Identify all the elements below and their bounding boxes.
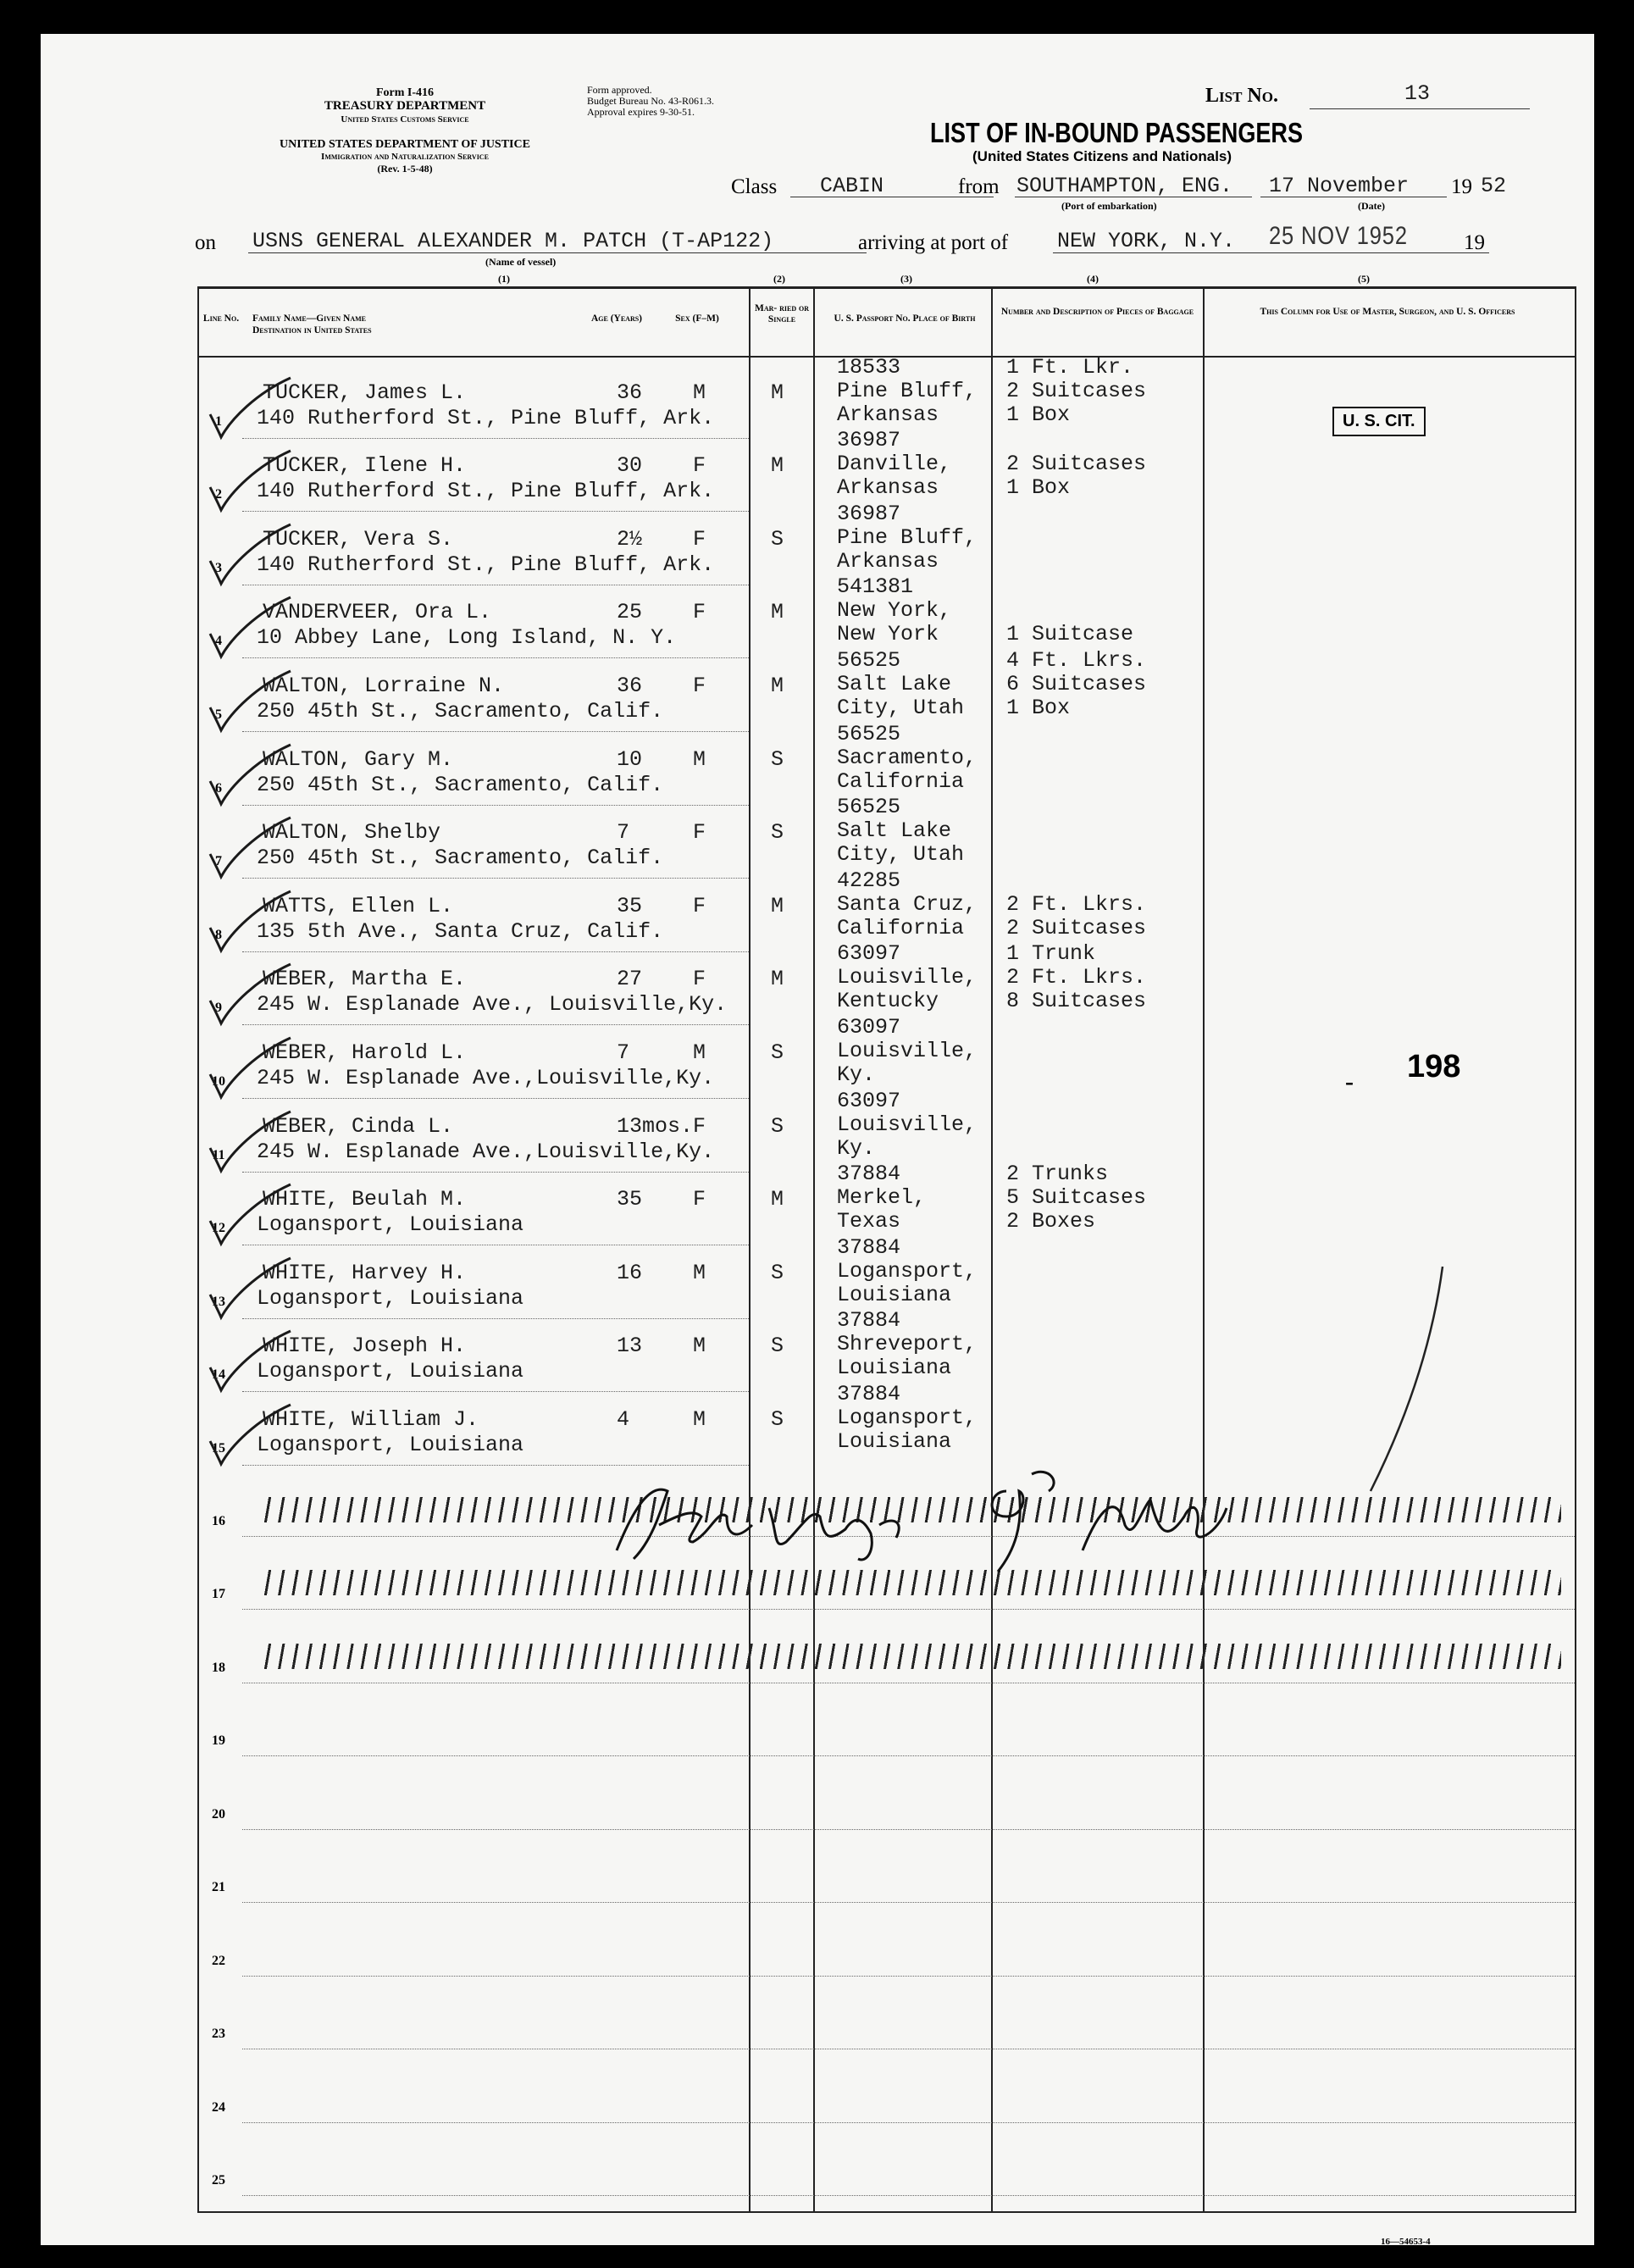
check-mark-icon <box>206 962 299 1030</box>
line-number: 6 <box>215 780 222 796</box>
birth-place-line: Kentucky <box>837 989 939 1014</box>
year-prefix: 19 <box>1451 175 1472 198</box>
passenger-sex: F <box>693 673 706 698</box>
header-age: Age (Years) <box>590 313 643 324</box>
birth-place-line: Texas <box>837 1209 901 1234</box>
passenger-address: 250 45th St., Sacramento, Calif. <box>257 698 664 724</box>
birth-place-line: Santa Cruz, <box>837 891 978 917</box>
line-number: 24 <box>212 2099 225 2115</box>
passport-number: 37884 <box>837 1382 901 1406</box>
passenger-age: 10 <box>617 746 643 772</box>
passenger-name: WHITE, Beulah M. <box>263 1187 467 1212</box>
empty-row <box>41 2126 1594 2199</box>
passenger-name: WALTON, Lorraine N. <box>263 673 505 698</box>
class-label: Class <box>731 175 778 198</box>
marital-status: M <box>771 967 784 992</box>
passenger-sex: M <box>693 1260 706 1285</box>
birth-place-line: New York, <box>837 598 952 624</box>
table-row <box>41 648 1594 733</box>
arrival-date-stamp: 25 NOV 1952 <box>1269 222 1408 250</box>
marital-status: S <box>771 1406 784 1432</box>
marital-status: S <box>771 1040 784 1065</box>
row-separator <box>242 1391 749 1392</box>
birth-place-line: Louisiana <box>837 1428 952 1454</box>
passport-number: 36987 <box>837 428 901 453</box>
table-row <box>41 795 1594 880</box>
ins-label: Immigration and Naturalization Service <box>321 152 489 162</box>
marital-status: S <box>771 1260 784 1285</box>
line-number: 25 <box>212 2173 225 2188</box>
customs-service: United States Customs Service <box>341 114 469 125</box>
check-mark-icon <box>206 669 299 737</box>
handwritten-stroke <box>1362 1262 1455 1500</box>
row-separator <box>242 1318 749 1319</box>
passenger-age: 13mos. <box>617 1113 694 1139</box>
passenger-name: VANDERVEER, Ora L. <box>263 600 492 625</box>
table-row <box>41 1162 1594 1247</box>
line-number: 1 <box>215 413 222 429</box>
birth-place-line: Sacramento, <box>837 745 978 770</box>
empty-row <box>41 1833 1594 1906</box>
passenger-age: 27 <box>617 967 643 992</box>
birth-place-line: Arkansas <box>837 548 939 574</box>
passenger-age: 7 <box>617 820 630 846</box>
passenger-name: WHITE, Joseph H. <box>263 1334 467 1359</box>
table-row <box>41 721 1594 807</box>
line-number: 2 <box>215 487 222 502</box>
line-number: 10 <box>212 1073 225 1089</box>
baggage-line: 4 Ft. Lkrs. <box>1006 648 1147 673</box>
line-number: 21 <box>212 1880 225 1894</box>
passenger-age: 4 <box>617 1406 630 1432</box>
passenger-address: 250 45th St., Sacramento, Calif. <box>257 772 664 797</box>
table-row <box>41 941 1594 1027</box>
check-mark-icon <box>206 1183 299 1250</box>
birth-place-line: Ky. <box>837 1062 876 1087</box>
row-separator <box>242 1829 1575 1830</box>
passport-number: 541381 <box>837 574 914 600</box>
passenger-sex: F <box>693 600 706 625</box>
passenger-sex: F <box>693 820 706 846</box>
passport-number: 42285 <box>837 868 901 893</box>
row-separator <box>242 1609 1575 1610</box>
passenger-name: WATTS, Ellen L. <box>263 893 454 918</box>
birth-place-line: Louisville, <box>837 1038 978 1063</box>
line-number: 5 <box>215 707 222 722</box>
passenger-age: 7 <box>617 1040 630 1065</box>
row-separator <box>242 511 749 512</box>
revision: (Rev. 1-5-48) <box>377 163 433 175</box>
passenger-sex: F <box>693 967 706 992</box>
line-number: 18 <box>212 1660 225 1675</box>
line-number: 14 <box>212 1367 225 1383</box>
passport-number: 37884 <box>837 1234 901 1260</box>
row-separator <box>242 951 749 952</box>
check-mark-icon <box>206 1110 299 1178</box>
passenger-address: 10 Abbey Lane, Long Island, N. Y. <box>257 625 677 651</box>
passenger-sex: M <box>693 1334 706 1359</box>
row-separator <box>242 805 749 806</box>
us-citizen-stamp: U. S. CIT. <box>1332 407 1426 436</box>
form-approval <box>587 85 714 118</box>
marital-status: M <box>771 1187 784 1212</box>
baggage-line: 1 Trunk <box>1006 941 1096 967</box>
passenger-address: 140 Rutherford St., Pine Bluff, Ark. <box>257 405 715 430</box>
table-row <box>41 868 1594 953</box>
column-number: (5) <box>1358 273 1370 285</box>
birth-place-line: Louisville, <box>837 1112 978 1137</box>
passport-number: 63097 <box>837 1088 901 1113</box>
passenger-sex: F <box>693 893 706 918</box>
line-number: 22 <box>212 1953 225 1968</box>
department-justice: UNITED STATES DEPARTMENT OF JUSTICE <box>280 138 530 151</box>
passenger-sex: M <box>693 746 706 772</box>
row-separator <box>242 1098 749 1099</box>
check-mark-icon <box>206 890 299 957</box>
passenger-name: TUCKER, Ilene H. <box>263 453 467 479</box>
row-separator <box>242 2195 1575 2196</box>
row-separator <box>242 438 749 439</box>
page-title: LIST OF IN-BOUND PASSENGERS <box>930 117 1304 148</box>
passenger-age: 30 <box>617 453 643 479</box>
passenger-name: TUCKER, James L. <box>263 380 467 405</box>
birth-place-line: Logansport, <box>837 1405 978 1430</box>
passport-number: 36987 <box>837 501 901 526</box>
passport-number: 63097 <box>837 941 901 967</box>
passenger-sex: F <box>693 1187 706 1212</box>
list-no-value: 13 <box>1404 81 1431 106</box>
baggage-line: 1 Box <box>1006 695 1071 720</box>
marital-status: S <box>771 1334 784 1359</box>
vessel-caption: (Name of vessel) <box>485 256 557 268</box>
table-row <box>41 1382 1594 1467</box>
line-number: 3 <box>215 560 222 575</box>
baggage-line: 5 Suitcases <box>1006 1185 1147 1211</box>
marital-status: S <box>771 526 784 552</box>
column-number: (2) <box>773 273 785 285</box>
passenger-name: WHITE, Harvey H. <box>263 1260 467 1285</box>
passport-number: 37884 <box>837 1308 901 1334</box>
port-embarkation: SOUTHAMPTON, ENG. <box>1016 174 1233 198</box>
hatched-line <box>261 1644 1561 1669</box>
check-mark-icon <box>206 816 299 884</box>
departure-year: 52 <box>1481 174 1507 198</box>
header-sex: Sex (F–M) <box>675 313 719 324</box>
row-separator <box>242 2122 1575 2123</box>
passenger-address: 140 Rutherford St., Pine Bluff, Ark. <box>257 479 715 504</box>
row-separator <box>242 878 749 879</box>
treasury-department: TREASURY DEPARTMENT <box>324 99 486 113</box>
birth-place-line: Logansport, <box>837 1258 978 1284</box>
passenger-name: TUCKER, Vera S. <box>263 526 454 552</box>
passenger-age: 13 <box>617 1334 643 1359</box>
column-number: (3) <box>900 273 912 285</box>
passenger-name: WALTON, Gary M. <box>263 746 454 772</box>
table-row <box>41 1234 1594 1320</box>
passenger-age: 25 <box>617 600 643 625</box>
header-married: Mar- ried or Single <box>755 303 809 324</box>
baggage-line: 2 Suitcases <box>1006 915 1147 940</box>
marital-status: M <box>771 673 784 698</box>
arrival-year-prefix: 19 <box>1464 231 1485 254</box>
birth-place-line: Louisiana <box>837 1356 952 1381</box>
table-row <box>41 1088 1594 1173</box>
empty-row <box>41 1612 1594 1686</box>
empty-row <box>41 2052 1594 2126</box>
passenger-address: Logansport, Louisiana <box>257 1359 524 1384</box>
from-label: from <box>958 175 1000 198</box>
column-number: (4) <box>1087 273 1099 285</box>
line-number: 19 <box>212 1733 225 1748</box>
birth-place-line: Pine Bluff, <box>837 378 978 403</box>
total-dash: - <box>1345 1067 1354 1095</box>
passport-number: 37884 <box>837 1162 901 1187</box>
passport-number: 18533 <box>837 354 901 380</box>
marital-status: M <box>771 380 784 405</box>
class-value: CABIN <box>820 174 884 198</box>
row-separator <box>242 1902 1575 1903</box>
birth-place-line: Ky. <box>837 1135 876 1161</box>
row-separator <box>242 1976 1575 1977</box>
baggage-line: 1 Ft. Lkr. <box>1006 354 1134 380</box>
header-line-no: Line No. <box>202 313 240 324</box>
passenger-name: WHITE, William J. <box>263 1406 479 1432</box>
birth-place-line: Arkansas <box>837 475 939 501</box>
birth-place-line: Shreveport, <box>837 1332 978 1357</box>
row-separator <box>242 731 749 732</box>
table-row <box>41 1015 1594 1100</box>
check-mark-icon <box>206 376 299 444</box>
birth-place-line: California <box>837 915 965 940</box>
baggage-line: 1 Box <box>1006 402 1071 427</box>
baggage-line: 1 Box <box>1006 475 1071 501</box>
baggage-line: 2 Trunks <box>1006 1162 1109 1187</box>
table-row <box>41 574 1594 660</box>
passport-number: 56525 <box>837 795 901 820</box>
row-separator <box>242 1024 749 1025</box>
marital-status: S <box>771 1113 784 1139</box>
check-mark-icon <box>206 1329 299 1397</box>
marital-status: M <box>771 600 784 625</box>
birth-place-line: New York <box>837 622 939 647</box>
baggage-line: 8 Suitcases <box>1006 989 1147 1014</box>
passenger-sex: M <box>693 1406 706 1432</box>
birth-place-line: Louisville, <box>837 965 978 990</box>
header-passport: U. S. Passport No. Place of Birth <box>834 313 976 324</box>
passenger-name: WEBER, Cinda L. <box>263 1113 454 1139</box>
line-number: 23 <box>212 2027 225 2041</box>
birth-place-line: City, Utah <box>837 842 965 868</box>
date-caption: (Date) <box>1358 200 1385 212</box>
passenger-age: 36 <box>617 673 643 698</box>
birth-place-line: California <box>837 768 965 794</box>
footer-code: 16—54653-4 <box>1381 2237 1431 2247</box>
line-number: 15 <box>212 1440 225 1456</box>
baggage-line: 6 Suitcases <box>1006 671 1147 696</box>
empty-row <box>41 1979 1594 2053</box>
baggage-line: 2 Ft. Lkrs. <box>1006 965 1147 990</box>
check-mark-icon <box>206 1256 299 1324</box>
list-no-label: List No. <box>1205 85 1278 107</box>
passport-number: 56525 <box>837 721 901 746</box>
baggage-line: 2 Suitcases <box>1006 378 1147 403</box>
passenger-age: 2½ <box>617 526 643 552</box>
empty-row <box>41 1686 1594 1760</box>
marital-status: M <box>771 893 784 918</box>
check-mark-icon <box>206 449 299 517</box>
passenger-age: 35 <box>617 893 643 918</box>
line-number: 17 <box>212 1587 225 1601</box>
line-number: 11 <box>212 1147 225 1162</box>
passenger-sex: F <box>693 526 706 552</box>
table-row <box>41 428 1594 513</box>
check-mark-icon <box>206 1403 299 1471</box>
birth-place-line: Danville, <box>837 452 952 477</box>
row-separator <box>242 1172 749 1173</box>
passenger-name: WEBER, Martha E. <box>263 967 467 992</box>
line-number: 16 <box>212 1513 225 1528</box>
passenger-age: 35 <box>617 1187 643 1212</box>
passenger-name: WEBER, Harold L. <box>263 1040 467 1065</box>
passport-number: 63097 <box>837 1015 901 1040</box>
birth-place-line: Salt Lake <box>837 671 952 696</box>
passenger-address: 140 Rutherford St., Pine Bluff, Ark. <box>257 552 715 577</box>
line-number: 20 <box>212 1806 225 1822</box>
header-family-name: Family Name—Given Name <box>252 313 366 324</box>
column-number: (1) <box>498 273 510 285</box>
port-embarkation-caption: (Port of embarkation) <box>1061 200 1157 212</box>
on-label: on <box>195 231 216 254</box>
table-row <box>41 1308 1594 1394</box>
line-number: 13 <box>212 1294 225 1309</box>
departure-date: 17 November <box>1269 174 1410 198</box>
inspector-signature <box>600 1457 1277 1576</box>
passenger-sex: M <box>693 380 706 405</box>
header-officers: This Column for Use of Master, Surgeon, and U. S. Officers <box>1260 307 1515 317</box>
empty-row <box>41 1759 1594 1833</box>
page-subtitle: (United States Citizens and Nationals) <box>972 148 1232 164</box>
line-number: 7 <box>215 854 222 869</box>
passenger-address: 245 W. Esplanade Ave.,Louisville,Ky. <box>257 1139 715 1164</box>
line-number: 8 <box>215 927 222 942</box>
passenger-sex: F <box>693 1113 706 1139</box>
passenger-address: Logansport, Louisiana <box>257 1285 524 1311</box>
row-separator <box>242 1755 1575 1756</box>
birth-place-line: Salt Lake <box>837 818 952 844</box>
line-number: 4 <box>215 634 222 649</box>
header-baggage: Number and Description of Pieces of Baggage <box>1000 307 1194 317</box>
check-mark-icon <box>206 596 299 663</box>
line-number: 9 <box>215 1001 222 1016</box>
passenger-sex: M <box>693 1040 706 1065</box>
baggage-line: 2 Boxes <box>1006 1209 1096 1234</box>
baggage-line: 2 Ft. Lkrs. <box>1006 891 1147 917</box>
passenger-address: 245 W. Esplanade Ave., Louisville,Ky. <box>257 992 728 1018</box>
check-mark-icon <box>206 523 299 591</box>
approval-line: Approval expires 9-30-51. <box>587 106 695 118</box>
header-destination: Destination in United States <box>252 325 372 335</box>
passenger-age: 16 <box>617 1260 643 1285</box>
check-mark-icon <box>206 743 299 811</box>
passenger-address: 245 W. Esplanade Ave.,Louisville,Ky. <box>257 1065 715 1090</box>
passenger-address: 250 45th St., Sacramento, Calif. <box>257 846 664 871</box>
marital-status: S <box>771 820 784 846</box>
manifest-sheet <box>41 34 1594 2245</box>
baggage-line: 1 Suitcase <box>1006 622 1134 647</box>
passport-number: 56525 <box>837 648 901 673</box>
total-count: 198 <box>1407 1049 1461 1084</box>
approval-line: Form approved. <box>587 84 652 96</box>
marital-status: S <box>771 746 784 772</box>
marital-status: M <box>771 453 784 479</box>
line-number: 12 <box>212 1221 225 1236</box>
arrival-port: NEW YORK, N.Y. <box>1057 229 1236 253</box>
check-mark-icon <box>206 1036 299 1104</box>
passenger-name: WALTON, Shelby <box>263 820 441 846</box>
birth-place-line: City, Utah <box>837 695 965 720</box>
form-number: Form I-416 <box>375 86 435 99</box>
baggage-line: 2 Suitcases <box>1006 452 1147 477</box>
passenger-age: 36 <box>617 380 643 405</box>
passenger-address: 135 5th Ave., Santa Cruz, Calif. <box>257 918 664 944</box>
table-row <box>41 501 1594 586</box>
passenger-address: Logansport, Louisiana <box>257 1212 524 1238</box>
passenger-address: Logansport, Louisiana <box>257 1432 524 1457</box>
row-separator <box>242 657 749 658</box>
approval-line: Budget Bureau No. 43-R061.3. <box>587 95 714 107</box>
arriving-label: arriving at port of <box>858 231 1009 254</box>
vessel-name: USNS GENERAL ALEXANDER M. PATCH (T-AP122) <box>252 229 774 253</box>
birth-place-line: Pine Bluff, <box>837 524 978 550</box>
birth-place-line: Merkel, <box>837 1185 927 1211</box>
passenger-sex: F <box>693 453 706 479</box>
birth-place-line: Louisiana <box>837 1282 952 1307</box>
empty-row <box>41 1905 1594 1979</box>
birth-place-line: Arkansas <box>837 402 939 427</box>
